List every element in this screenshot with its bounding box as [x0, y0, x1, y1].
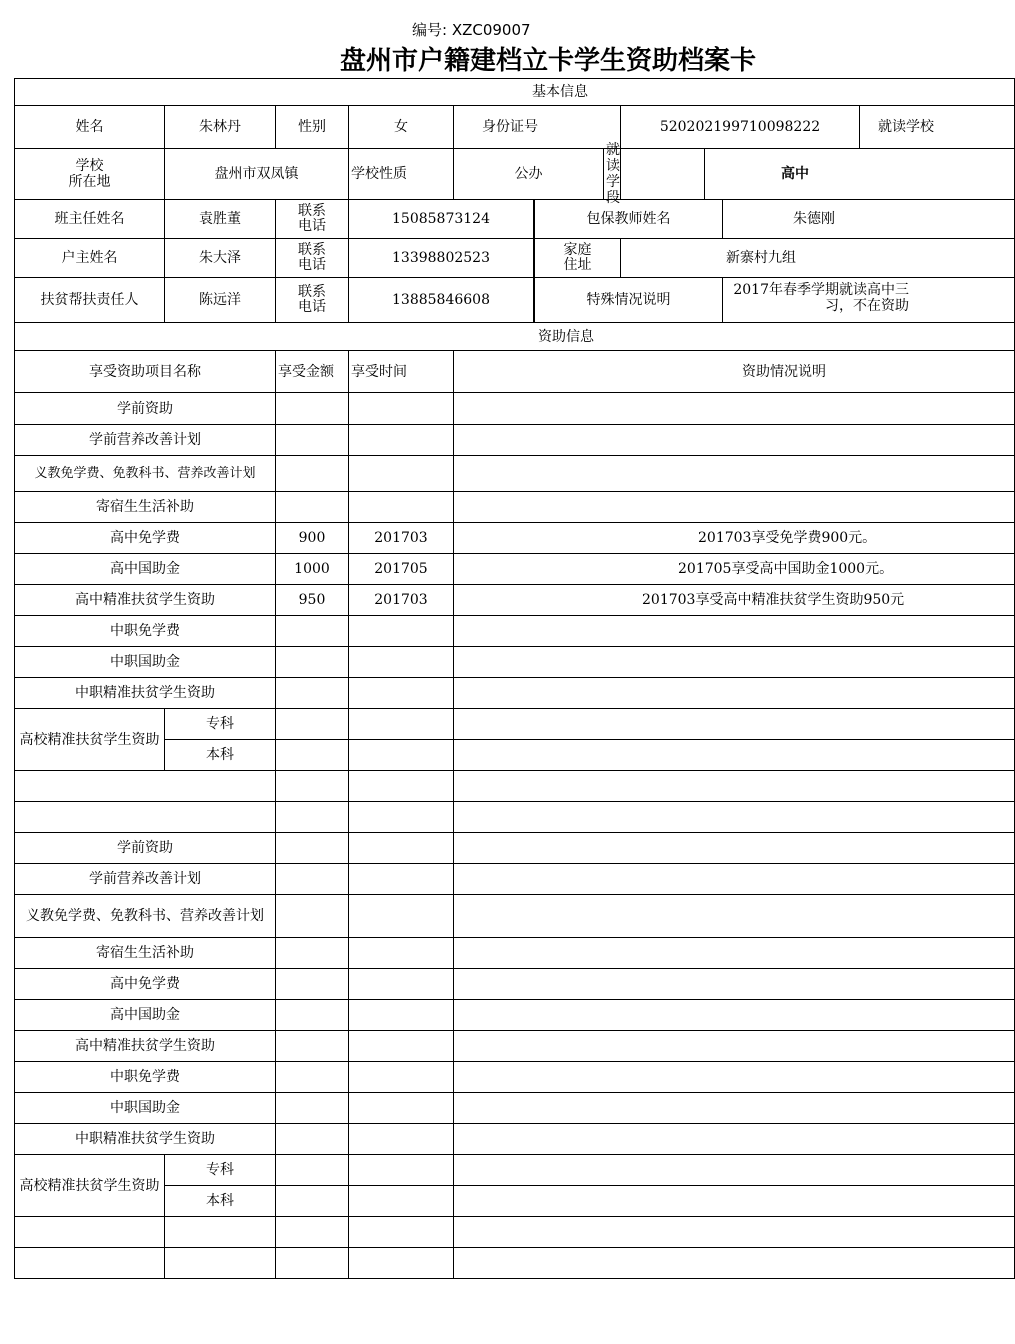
junior-college-label: 专科 [165, 1155, 276, 1186]
amount-cell [276, 492, 349, 523]
project-name: 学前营养改善计划 [15, 864, 276, 895]
amount-cell [276, 616, 349, 647]
school-type-label: 学校性质 [349, 149, 454, 200]
school-location-value: 盘州市双凤镇 [165, 149, 349, 200]
table-row [15, 969, 1015, 1000]
special-note-label: 特殊情况说明 [535, 278, 723, 323]
table-row [15, 585, 1015, 616]
table-row [15, 1093, 1015, 1124]
address-label: 家庭 住址 [535, 239, 621, 278]
table-row [15, 1000, 1015, 1031]
col-project-header: 享受资助项目名称 [15, 351, 276, 393]
project-name: 中职国助金 [15, 1093, 276, 1124]
head-teacher-value: 袁胜董 [165, 200, 276, 239]
college-aid-label: 高校精准扶贫学生资助 [15, 1155, 165, 1217]
school-type-value: 公办 [454, 149, 604, 199]
col-description-header: 资助情况说明 [454, 351, 1015, 393]
time-cell [349, 616, 454, 647]
contact-phone-label: 联系 电话 [276, 278, 349, 323]
time-cell [349, 492, 454, 523]
time-cell [349, 456, 454, 492]
contact-phone-label: 联系 电话 [276, 239, 349, 278]
project-name: 高中国助金 [15, 554, 276, 585]
time-cell: 201703 [349, 585, 454, 616]
guarantee-teacher-label: 包保教师姓名 [535, 200, 723, 239]
college-aid-label: 高校精准扶贫学生资助 [15, 709, 165, 771]
description-cell: 201703享受高中精准扶贫学生资助950元 [454, 585, 1015, 616]
time-cell [349, 678, 454, 709]
head-teacher-phone: 15085873124 [349, 200, 534, 238]
poverty-official-value: 陈远洋 [165, 278, 276, 323]
col-time-header: 享受时间 [349, 351, 454, 393]
amount-cell [276, 456, 349, 492]
project-name: 中职免学费 [15, 616, 276, 647]
id-label: 身份证号 [454, 106, 621, 149]
name-label: 姓名 [15, 106, 165, 149]
table-row [15, 616, 1015, 647]
table-row [15, 938, 1015, 969]
project-name: 高中精准扶贫学生资助 [15, 1031, 276, 1062]
description-cell: 201705享受高中国助金1000元。 [454, 554, 1015, 585]
col-amount-header: 享受金额 [276, 351, 349, 393]
project-name: 高中精准扶贫学生资助 [15, 585, 276, 616]
time-cell: 201705 [349, 554, 454, 585]
project-name: 中职精准扶贫学生资助 [15, 678, 276, 709]
amount-cell [276, 678, 349, 709]
project-name: 义教免学费、免教科书、营养改善计划 [15, 456, 276, 492]
table-row [15, 709, 1015, 740]
junior-college-label: 专科 [165, 709, 276, 740]
id-number-value: 520202199710098222 [621, 106, 860, 148]
table-row [15, 802, 1015, 833]
project-name: 寄宿生生活补助 [15, 492, 276, 523]
amount-cell [276, 647, 349, 678]
description-cell [454, 616, 1015, 647]
table-row [15, 647, 1015, 678]
school-label: 就读学校 [878, 119, 934, 135]
project-name: 中职免学费 [15, 1062, 276, 1093]
description-cell [454, 678, 1015, 709]
project-name: 高中免学费 [15, 523, 276, 554]
table-row [15, 456, 1015, 492]
table-row [15, 1124, 1015, 1155]
table-row [15, 425, 1015, 456]
contact-phone-label: 联系 电话 [276, 200, 349, 239]
stage-value: 高中 [781, 166, 809, 182]
basic-info-heading: 基本信息 [15, 79, 1015, 106]
description-cell [454, 492, 1015, 523]
table-row [15, 740, 1015, 771]
name-value: 朱林丹 [165, 106, 276, 149]
guarantee-teacher-value: 朱德刚 [723, 200, 1015, 239]
project-name: 学前资助 [15, 393, 276, 425]
table-row [15, 554, 1015, 585]
special-note-value: 2017年春季学期就读高中三 习，不在资助 [723, 278, 1015, 323]
project-name: 中职国助金 [15, 647, 276, 678]
poverty-official-label: 扶贫帮扶责任人 [15, 278, 165, 323]
page-title: 盘州市户籍建档立卡学生资助档案卡 [340, 46, 757, 76]
table-row [15, 833, 1015, 864]
description-cell [454, 425, 1015, 456]
project-name: 寄宿生生活补助 [15, 938, 276, 969]
table-row [15, 1062, 1015, 1093]
table-row [15, 1031, 1015, 1062]
amount-cell: 900 [276, 523, 349, 554]
project-name: 高中免学费 [15, 969, 276, 1000]
stage-label: 就读学段 [606, 142, 620, 206]
table-row [15, 771, 1015, 802]
amount-cell [276, 425, 349, 456]
document-number: 编号: XZC09007 [412, 21, 531, 39]
table-row [15, 492, 1015, 523]
table-row [15, 895, 1015, 938]
school-location-label: 学校 所在地 [15, 149, 165, 200]
amount-cell: 1000 [276, 554, 349, 585]
table-row [15, 393, 1015, 425]
amount-cell [276, 393, 349, 425]
gender-label: 性别 [276, 106, 349, 149]
project-name: 义教免学费、免教科书、营养改善计划 [15, 895, 276, 938]
amount-cell: 950 [276, 585, 349, 616]
poverty-official-phone: 13885846608 [349, 278, 534, 322]
table-row [15, 1248, 1015, 1279]
time-cell: 201703 [349, 523, 454, 554]
time-cell [349, 393, 454, 425]
project-name: 学前资助 [15, 833, 276, 864]
gender-value: 女 [349, 106, 454, 149]
table-row [15, 1155, 1015, 1186]
undergraduate-label: 本科 [165, 1186, 276, 1217]
householder-value: 朱大泽 [165, 239, 276, 278]
table-row [15, 678, 1015, 709]
description-cell [454, 456, 1015, 492]
table-row [15, 523, 1015, 554]
archive-card-table [14, 78, 934, 1279]
time-cell [349, 647, 454, 678]
householder-phone: 13398802523 [349, 239, 534, 277]
project-name: 学前营养改善计划 [15, 425, 276, 456]
project-name: 中职精准扶贫学生资助 [15, 1124, 276, 1155]
householder-label: 户主姓名 [15, 239, 165, 278]
undergraduate-label: 本科 [165, 740, 276, 771]
head-teacher-label: 班主任姓名 [15, 200, 165, 239]
description-cell: 201703享受免学费900元。 [454, 523, 1015, 554]
table-row [15, 1217, 1015, 1248]
project-name: 高中国助金 [15, 1000, 276, 1031]
aid-info-heading: 资助信息 [15, 323, 1015, 351]
table-row [15, 864, 1015, 895]
description-cell [454, 393, 1015, 425]
description-cell [454, 647, 1015, 678]
table-row [15, 1186, 1015, 1217]
address-value: 新寨村九组 [621, 239, 1015, 278]
time-cell [349, 425, 454, 456]
